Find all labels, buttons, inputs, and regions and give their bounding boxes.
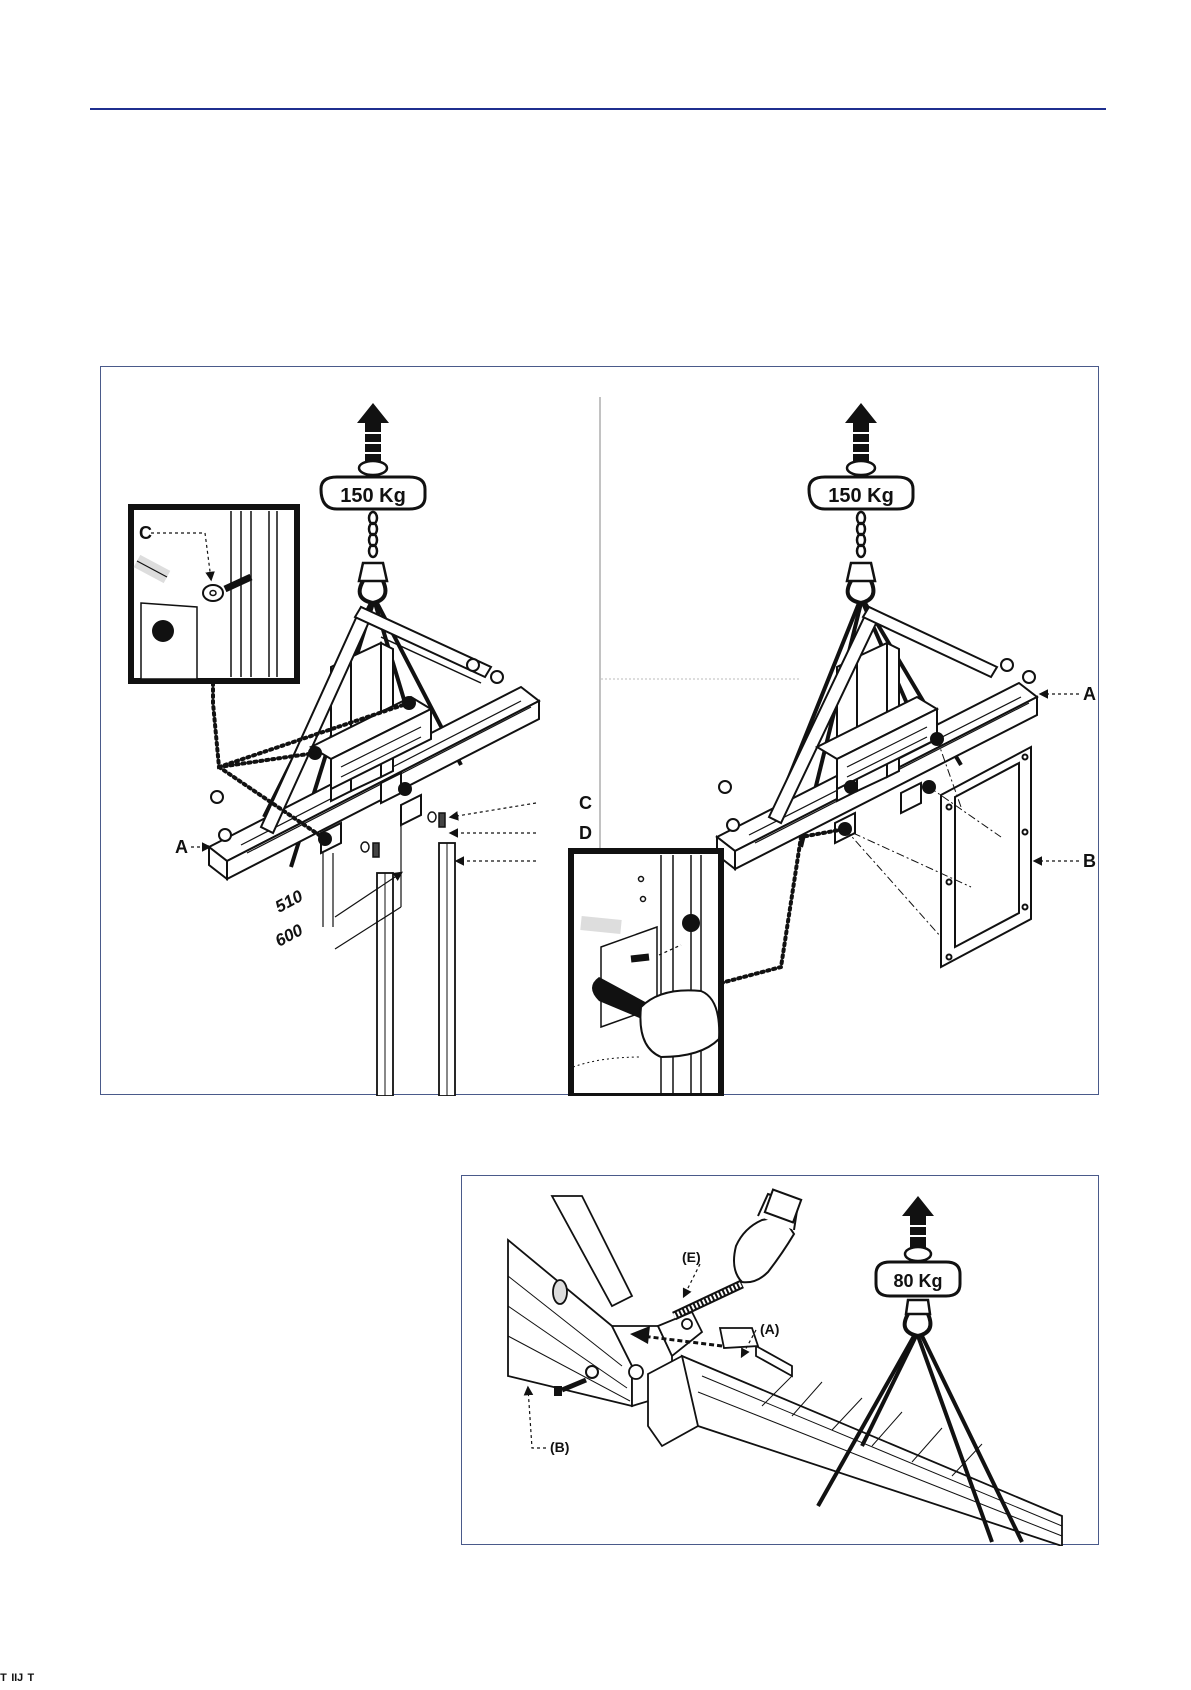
- figure-1-drawing: [101, 367, 1100, 1096]
- dimension-600: 600: [271, 920, 306, 951]
- crane-hook-icon: [905, 1300, 931, 1336]
- load-weight-tag: [321, 461, 425, 509]
- crane-hook-icon: [359, 563, 387, 603]
- lifting-chain: [857, 512, 865, 557]
- callout-a: A: [175, 837, 188, 857]
- right-callout-lines: [1035, 694, 1079, 861]
- callout-b: B: [1083, 851, 1096, 871]
- right-view: [571, 403, 1096, 1096]
- callout-a: (A): [760, 1321, 780, 1337]
- load-weight-label: 150 Kg: [340, 485, 406, 507]
- callout-c: C: [579, 793, 592, 813]
- load-weight-tag: [809, 461, 913, 509]
- left-view: [131, 403, 592, 1096]
- callout-b: (B): [550, 1439, 570, 1455]
- callout-d: D: [579, 823, 592, 843]
- lifting-chain: [369, 512, 377, 557]
- support-posts: [323, 815, 455, 1096]
- figure-2-drawing: [462, 1176, 1100, 1546]
- figure-1-panel: [100, 366, 1099, 1095]
- crane-hook-icon: [847, 563, 875, 603]
- lift-arrow-icon: [845, 403, 877, 463]
- footer-text: ᵀ ᴵᴵᴶ ᵀ: [0, 1672, 35, 1689]
- callout-a: A: [1083, 684, 1096, 704]
- pin-e: [674, 1284, 742, 1316]
- figure-2-panel: [461, 1175, 1099, 1545]
- load-weight-label: 150 Kg: [828, 485, 894, 507]
- hand-icon: [734, 1190, 801, 1283]
- callout-c-inset: C: [139, 523, 152, 543]
- wrench-detail-inset: [571, 851, 721, 1096]
- header-rule: [90, 108, 1106, 110]
- bolt-detail-inset: [131, 507, 297, 681]
- load-weight-label: 80 Kg: [893, 1271, 943, 1291]
- mounting-plate: [941, 747, 1031, 967]
- lift-arrow-icon: [902, 1196, 934, 1248]
- callout-e: (E): [682, 1249, 701, 1265]
- lift-arrow-icon: [357, 403, 389, 463]
- dimension-510: 510: [271, 886, 306, 917]
- load-weight-tag: [876, 1247, 960, 1296]
